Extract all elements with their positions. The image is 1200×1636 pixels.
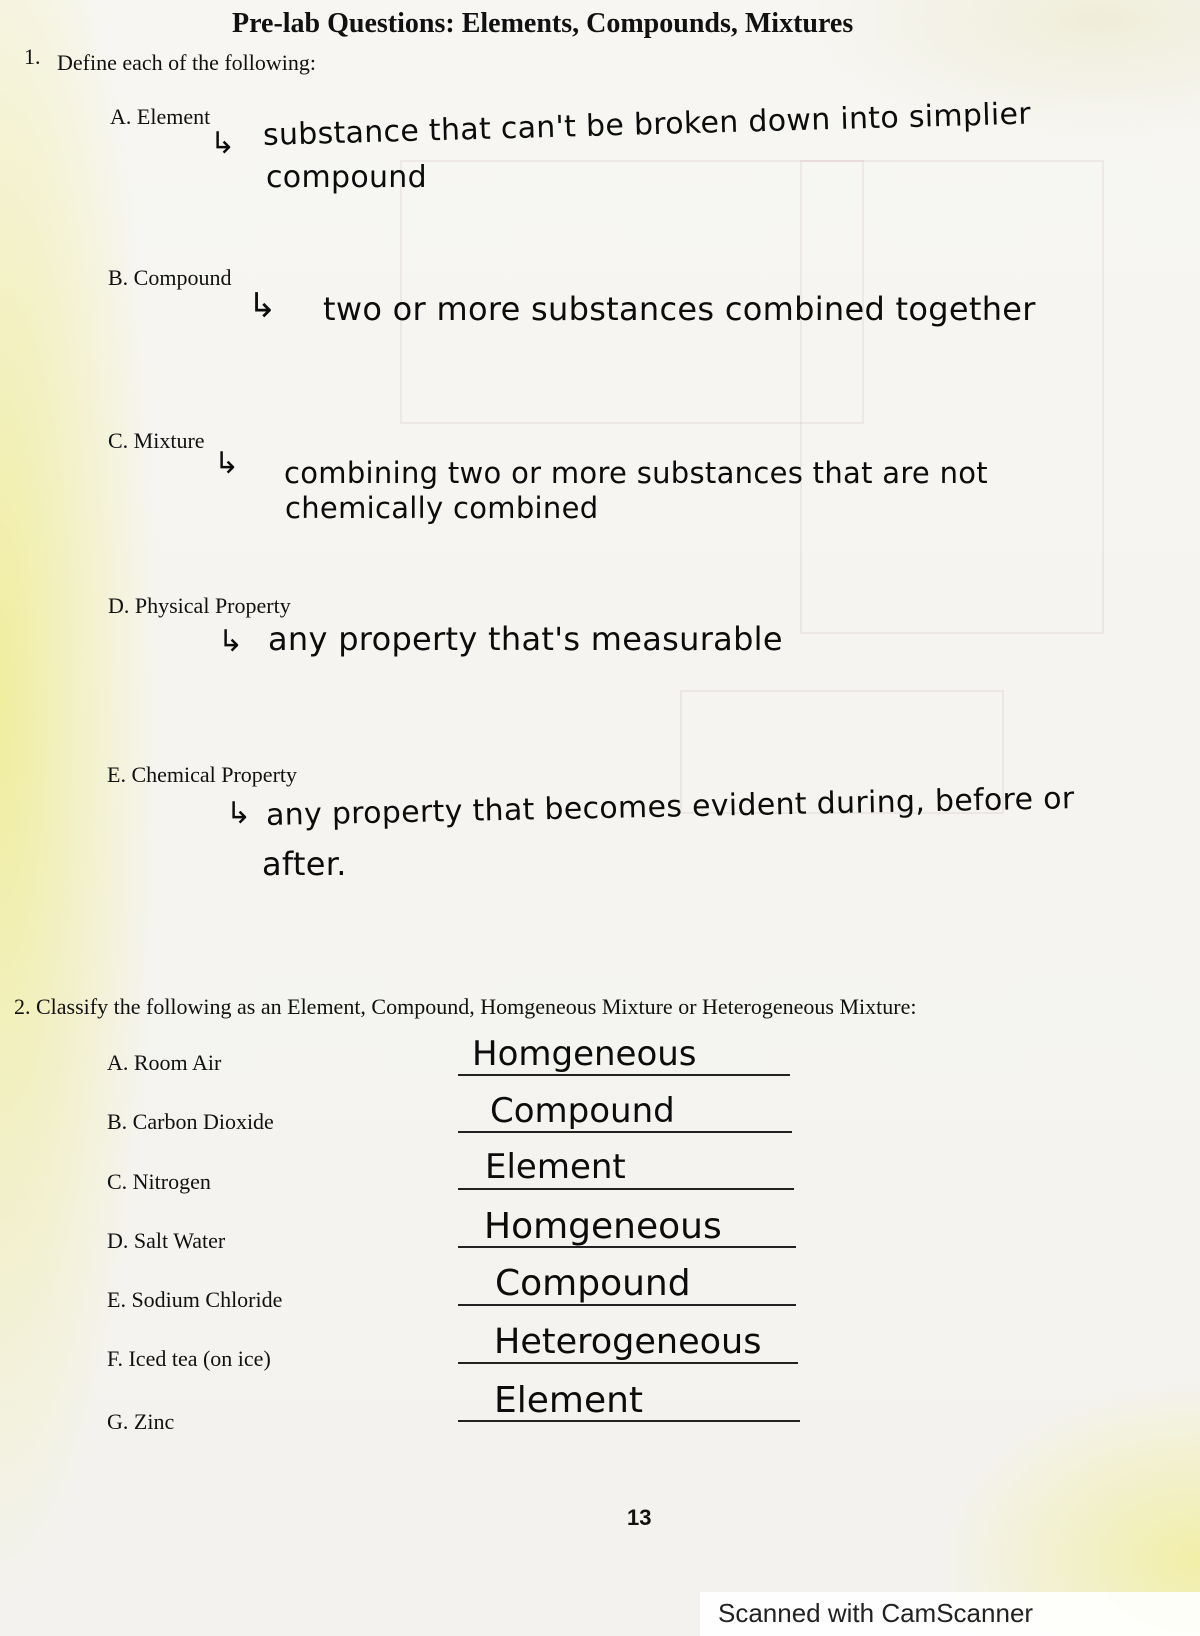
answer-line bbox=[458, 1188, 794, 1190]
classification-label: D. Salt Water bbox=[107, 1228, 226, 1253]
definition-label: E. Chemical Property bbox=[107, 762, 298, 787]
handwritten-classification: Homgeneous bbox=[472, 1034, 697, 1074]
handwritten-answer: compound bbox=[266, 160, 427, 195]
handwritten-classification: Compound bbox=[495, 1263, 691, 1304]
handwritten-classification: Compound bbox=[490, 1091, 675, 1131]
definition-label: B. Compound bbox=[108, 265, 232, 290]
answer-line bbox=[458, 1074, 790, 1076]
answer-line bbox=[458, 1420, 800, 1422]
definition-label: D. Physical Property bbox=[108, 593, 291, 618]
answer-line bbox=[458, 1304, 796, 1306]
classification-label: E. Sodium Chloride bbox=[107, 1287, 283, 1312]
question-2-prompt: 2. Classify the following as an Element, Compound, Homgeneous Mixture or Heterogeneous Mixture: bbox=[14, 994, 917, 1019]
handwritten-classification: Homgeneous bbox=[484, 1206, 722, 1247]
handwritten-answer: two or more substances combined together bbox=[323, 290, 1036, 328]
page-number: 13 bbox=[627, 1505, 652, 1530]
handwritten-answer: substance that can't be broken down into simplier bbox=[262, 96, 1032, 153]
handwritten-answer: combining two or more substances that are not bbox=[284, 456, 988, 490]
handwritten-answer: any property that becomes evident during, before or bbox=[265, 781, 1075, 833]
scanner-watermark: Scanned with CamScanner bbox=[718, 1598, 1034, 1628]
arrow-icon: ↳ bbox=[226, 796, 252, 831]
classification-label: F. Iced tea (on ice) bbox=[107, 1346, 271, 1371]
classification-label: B. Carbon Dioxide bbox=[107, 1109, 274, 1134]
answer-line bbox=[458, 1131, 792, 1133]
arrow-icon: ↳ bbox=[210, 126, 236, 161]
definition-label: A. Element bbox=[110, 104, 211, 129]
definition-label: C. Mixture bbox=[108, 428, 205, 453]
classification-label: A. Room Air bbox=[107, 1050, 222, 1075]
arrow-icon: ↳ bbox=[214, 446, 240, 481]
answer-line bbox=[458, 1246, 796, 1248]
handwritten-classification: Element bbox=[494, 1380, 644, 1421]
classification-label: G. Zinc bbox=[107, 1409, 175, 1434]
handwritten-answer: chemically combined bbox=[285, 491, 599, 525]
question-1-number: 1. bbox=[24, 44, 41, 69]
bleed-through-box bbox=[800, 160, 1104, 634]
arrow-icon: ↳ bbox=[248, 286, 277, 326]
handwritten-classification: Heterogeneous bbox=[494, 1322, 762, 1362]
answer-line bbox=[458, 1362, 798, 1364]
question-1-prompt: Define each of the following: bbox=[57, 50, 317, 75]
arrow-icon: ↳ bbox=[218, 624, 244, 659]
handwritten-answer: any property that's measurable bbox=[268, 620, 783, 658]
handwritten-classification: Element bbox=[485, 1147, 626, 1187]
page-title: Pre-lab Questions: Elements, Compounds, Mixtures bbox=[232, 8, 854, 39]
classification-label: C. Nitrogen bbox=[107, 1169, 211, 1194]
handwritten-answer: after. bbox=[262, 845, 347, 883]
